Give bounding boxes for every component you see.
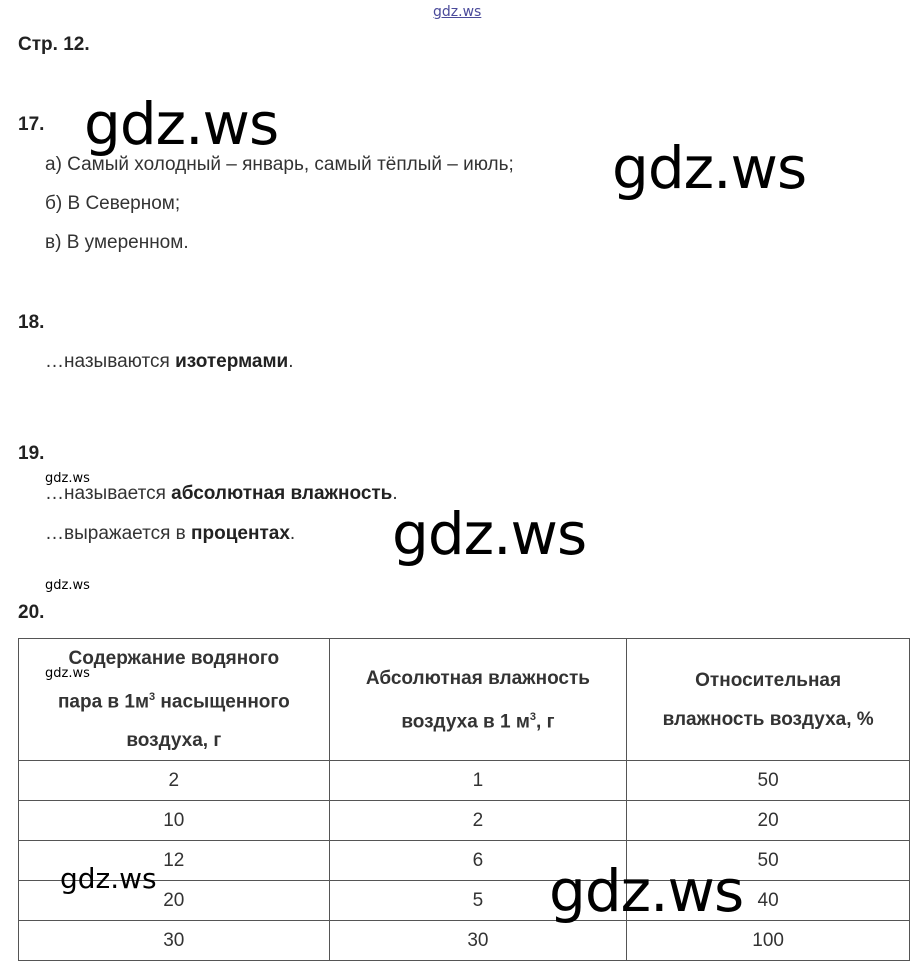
page-label: Стр. 12. [18, 34, 90, 55]
table-row [19, 801, 910, 841]
header-saturated-vapor: Содержание водяного пара в $1м^3$ насыщенного воздуха, г [19, 639, 330, 761]
task-19-answer-1 [45, 483, 398, 505]
watermark-large: gdz.ws [612, 134, 807, 202]
table-cell: 20 [627, 801, 910, 841]
task-19-line2-prefix: …выражается в [45, 523, 192, 544]
table-cell: 6 [329, 841, 627, 881]
watermark-large: gdz.ws [549, 857, 744, 925]
task-19-line1-suffix: . [392, 483, 398, 504]
table-cell: 30 [19, 921, 330, 961]
table-cell: 40 [627, 881, 910, 921]
watermark-top[interactable]: gdz.ws [433, 4, 482, 20]
watermark-large: gdz.ws [84, 90, 279, 158]
task-19-answer-2 [45, 523, 295, 545]
task-19-number: 19. [18, 443, 45, 464]
header-absolute-humidity: Абсолютная влажность воздуха в 1 $м^3$, г [329, 639, 627, 761]
table-cell: 100 [627, 921, 910, 961]
task-19-line1-bold: абсолютная влажность [171, 483, 393, 504]
table-cell: 1 [329, 761, 627, 801]
watermark-large: gdz.ws [392, 500, 587, 568]
humidity-table [18, 638, 910, 961]
task-18-prefix: …называются [45, 351, 176, 372]
task-17-number: 17. [18, 114, 45, 135]
table-row [19, 761, 910, 801]
task-18-bold: изотермами [175, 351, 289, 372]
task-17-answer-b: б) В Северном; [45, 193, 181, 214]
task-18-suffix: . [288, 351, 294, 372]
table-row [19, 921, 910, 961]
task-17-answer-a: а) Самый холодный – январь, самый тёплый – июль; [45, 154, 514, 175]
watermark-medium: gdz.ws [60, 862, 157, 895]
table-cell: 30 [329, 921, 627, 961]
watermark-small: gdz.ws [45, 578, 90, 593]
header-relative-humidity: Относительная влажность воздуха, % [627, 639, 910, 761]
task-20-number: 20. [18, 602, 45, 623]
task-17-answer-c: в) В умеренном. [45, 232, 189, 253]
task-18-answer [45, 351, 293, 373]
table-cell: 2 [329, 801, 627, 841]
watermark-small: gdz.ws [45, 666, 90, 681]
watermark-small: gdz.ws [45, 471, 90, 486]
task-19-line1-prefix: …называется [45, 483, 172, 504]
table-cell: 12 [19, 841, 330, 881]
table-header-row [19, 639, 910, 761]
table-cell: 2 [19, 761, 330, 801]
table-cell: 5 [329, 881, 627, 921]
table-cell: 50 [627, 761, 910, 801]
table-cell: 50 [627, 841, 910, 881]
task-18-number: 18. [18, 312, 45, 333]
task-19-line2-bold: процентах [191, 523, 290, 544]
table-cell: 20 [19, 881, 330, 921]
table-cell: 10 [19, 801, 330, 841]
task-19-line2-suffix: . [289, 523, 296, 544]
